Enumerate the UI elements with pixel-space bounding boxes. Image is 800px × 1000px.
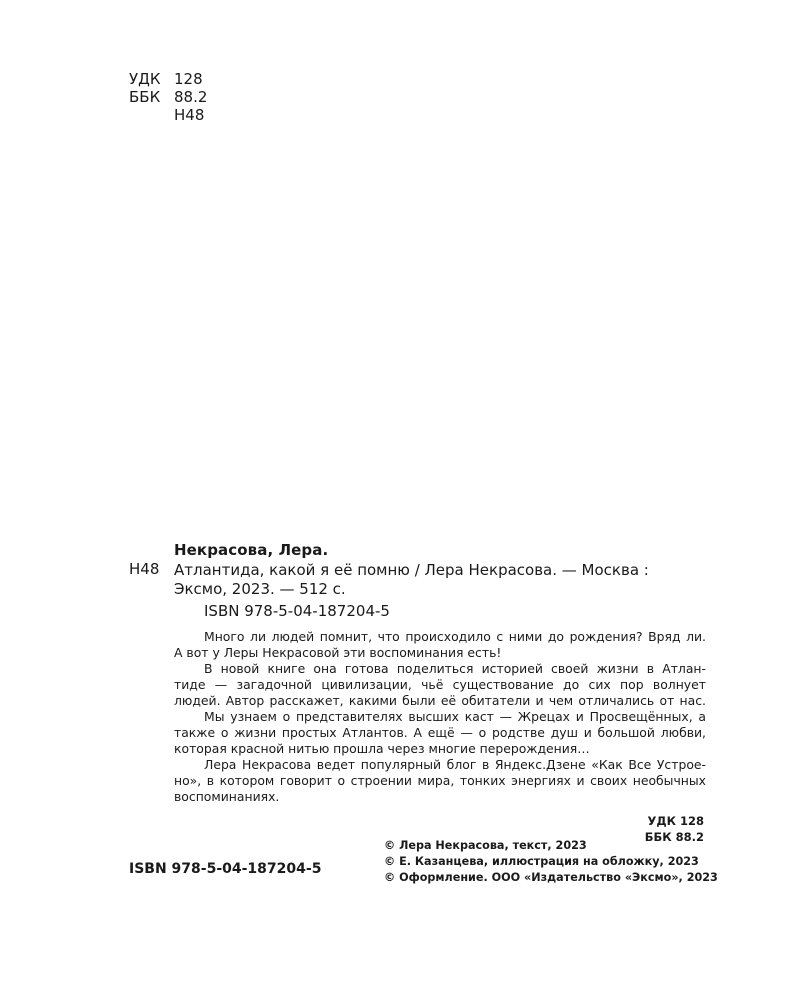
annotation-line: В новой книге она готова поделиться историей своей жизни в Атлан-	[204, 661, 706, 676]
annotation-line: воспоминаниях.	[174, 789, 280, 804]
udk-value: 128	[174, 70, 203, 88]
udk-label: УДК	[129, 70, 161, 88]
card-isbn: ISBN 978-5-04-187204-5	[204, 602, 390, 620]
bbk-code-right: ББК 88.2	[644, 830, 704, 844]
author-mark: Н48	[174, 106, 205, 124]
annotation-line: Лера Некрасова ведет популярный блог в Яндекс.Дзене «Как Все Устрое-	[204, 757, 706, 772]
isbn-bottom: ISBN 978-5-04-187204-5	[129, 861, 322, 877]
annotation-line: А вот у Леры Некрасовой эти воспоминания есть!	[174, 645, 502, 660]
udk-code-right: УДК 128	[647, 814, 704, 828]
annotation-line: Много ли людей помнит, что происходило с ними до рождения? Вряд ли.	[204, 629, 706, 644]
copyright-illustration: © Е. Казанцева, иллюстрация на обложку, 2023	[384, 855, 699, 868]
card-title-line-1: Атлантида, какой я её помню / Лера Некрасова. — Москва :	[174, 561, 649, 579]
annotation-line: Мы узнаем о представителях высших каст — Жрецах и Просвещённых, а	[204, 709, 706, 724]
copyright-design: © Оформление. ООО «Издательство «Эксмо», 2023	[384, 871, 718, 884]
card-title-line-2: Эксмо, 2023. — 512 с.	[174, 580, 346, 598]
bbk-label: ББК	[129, 88, 161, 106]
bbk-value: 88.2	[174, 88, 208, 106]
annotation-line: но», в котором говорит о строении мира, тонких энергиях и своих необычных	[174, 773, 706, 788]
annotation-line: которая красной нитью прошла через многие перерождения…	[174, 741, 590, 756]
annotation-line: тиде — загадочной цивилизации, чьё существование до сих пор волнует	[174, 677, 706, 692]
card-author: Некрасова, Лера.	[174, 541, 329, 559]
annotation-line: людей. Автор расскажет, какими были её обитатели и чем отличались от нас.	[174, 693, 706, 708]
annotation-line: также о жизни простых Атлантов. А ещё — о родстве душ и большой любви,	[174, 725, 706, 740]
card-author-mark: Н48	[129, 560, 160, 578]
copyright-text: © Лера Некрасова, текст, 2023	[384, 839, 587, 852]
